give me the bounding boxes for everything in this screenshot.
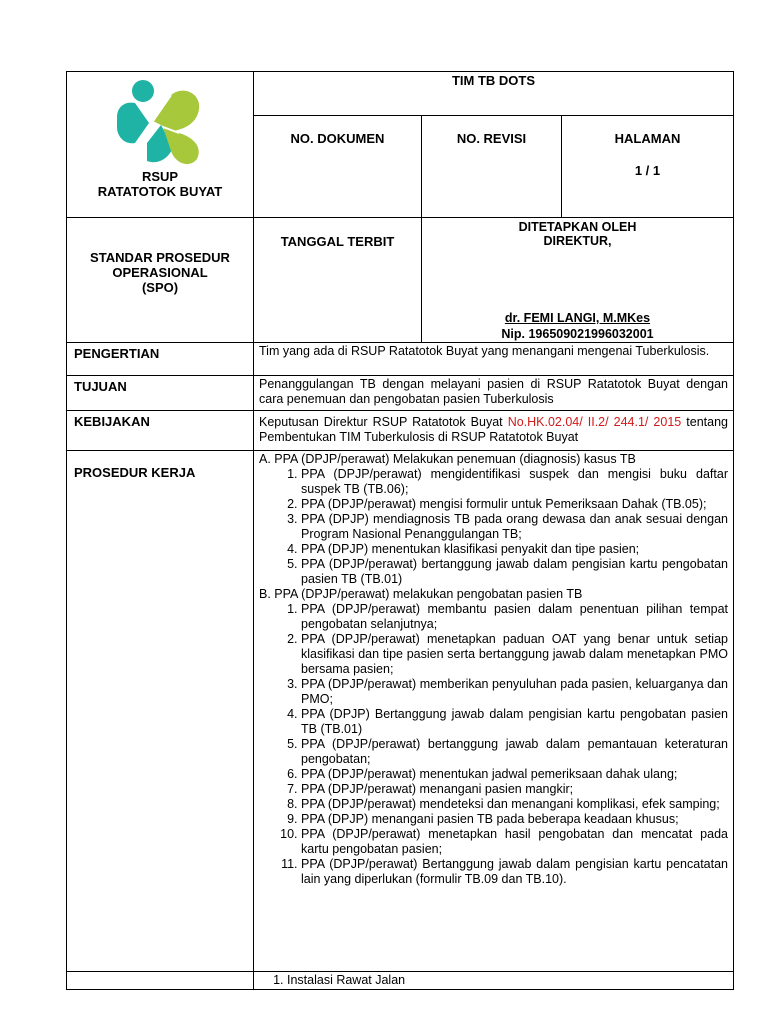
doc-number-header [254, 116, 422, 218]
tujuan-label [67, 376, 254, 411]
spo-title-line1: STANDAR PROSEDUR [90, 250, 230, 265]
list-item: 6. PPA (DPJP/perawat) menentukan jadwal pemeriksaan dahak ulang; [301, 767, 728, 782]
issued-date-label: TANGGAL TERBIT [280, 234, 395, 249]
approval-cell [422, 218, 734, 343]
list-item: 8. PPA (DPJP/perawat) mendeteksi dan menangani komplikasi, efek samping; [301, 797, 728, 812]
document-title-text: TIM TB DOTS [451, 73, 536, 88]
spo-title [67, 218, 254, 343]
director-nip: Nip. 196509021996032001 [501, 327, 654, 341]
list-item: 1. PPA (DPJP/perawat) mengidentifikasi suspek dan mengisi buku daftar suspek TB (TB.06); [301, 467, 728, 497]
doc-number-label: NO. DOKUMEN [290, 131, 385, 146]
pengertian-label [67, 343, 254, 376]
list-item: 4. PPA (DPJP) Bertanggung jawab dalam pengisian kartu pengobatan pasien TB (TB.01) [301, 707, 728, 737]
list-item: 4. PPA (DPJP) menentukan klasifikasi penyakit dan tipe pasien; [301, 542, 728, 557]
unit-content [254, 972, 734, 990]
spo-table [66, 71, 734, 990]
list-item: 2. PPA (DPJP/perawat) mengisi formulir untuk Pemeriksaan Dahak (TB.05); [301, 497, 728, 512]
spo-title-line2: OPERASIONAL [112, 265, 208, 280]
prosedur-label-text: PROSEDUR KERJA [74, 465, 196, 480]
director-title: DIREKTUR, [543, 234, 612, 248]
unit-list [259, 973, 728, 988]
hospital-name [67, 169, 253, 199]
hospital-name-line1: RSUP [141, 169, 179, 184]
kebijakan-reference: No.HK.02.04/ II.2/ 244.1/ 2015 [507, 415, 682, 429]
kebijakan-text-pre: Keputusan Direktur RSUP Ratatotok Buyat [259, 415, 508, 429]
issued-date-cell [254, 218, 422, 343]
director-name: dr. FEMI LANGI, M.MKes [504, 311, 651, 325]
page-label: HALAMAN [614, 131, 681, 146]
kebijakan-label-text: KEBIJAKAN [74, 414, 150, 429]
page-value: 1 / 1 [634, 163, 661, 178]
list-item: 7. PPA (DPJP/perawat) menangani pasien mangkir; [301, 782, 728, 797]
unit-label-cell [67, 972, 254, 990]
pengertian-label-text: PENGERTIAN [74, 346, 160, 361]
revision-header [422, 116, 562, 218]
spo-document [66, 71, 733, 990]
list-item: 3. PPA (DPJP) mendiagnosis TB pada orang dewasa dan anak sesuai dengan Program Nasional Penanggulangan TB; [301, 512, 728, 542]
part-b-list [259, 602, 728, 887]
list-item: 1. PPA (DPJP/perawat) membantu pasien dalam penentuan pilihan tempat pengobatan selanjutnya; [301, 602, 728, 632]
part-a-list [259, 467, 728, 587]
kemenkes-logo-icon [113, 77, 207, 169]
document-title [254, 72, 734, 116]
tujuan-label-text: TUJUAN [74, 379, 127, 394]
list-item: 1. Instalasi Rawat Jalan [287, 973, 728, 988]
hospital-logo-cell [67, 72, 254, 218]
pengertian-text-content: Tim yang ada di RSUP Ratatotok Buyat yang menangani mengenai Tuberkulosis. [259, 344, 710, 358]
page-header [562, 116, 734, 218]
kebijakan-text [254, 411, 734, 451]
part-b-title: B. PPA (DPJP/perawat) melakukan pengobatan pasien TB [259, 587, 583, 601]
list-item: 11. PPA (DPJP/perawat) Bertanggung jawab dalam pengisian kartu pencatatan lain yang diperlukan (formulir TB.09 dan TB.10). [301, 857, 728, 887]
approved-by-label: DITETAPKAN OLEH [518, 220, 637, 234]
spo-title-line3: (SPO) [141, 280, 179, 295]
list-item: 9. PPA (DPJP) menangani pasien TB pada beberapa keadaan khusus; [301, 812, 728, 827]
hospital-name-line2: RATATOTOK BUYAT [97, 184, 223, 199]
list-item: 2. PPA (DPJP/perawat) menetapkan paduan OAT yang benar untuk setiap klasifikasi dan tipe pasien serta bertanggung jawab dalam menetapkan PMO bersama pasien; [301, 632, 728, 677]
pengertian-text [254, 343, 734, 376]
list-item: 10. PPA (DPJP/perawat) menetapkan hasil pengobatan dan mencatat pada kartu pengobatan pasien; [301, 827, 728, 857]
list-item: 3. PPA (DPJP/perawat) memberikan penyuluhan pada pasien, keluarganya dan PMO; [301, 677, 728, 707]
tujuan-text [254, 376, 734, 411]
list-item: 5. PPA (DPJP/perawat) bertanggung jawab dalam pemantauan keteraturan pengobatan; [301, 737, 728, 767]
list-item: 5. PPA (DPJP/perawat) bertanggung jawab dalam pengisian kartu pengobatan pasien TB (TB.01) [301, 557, 728, 587]
prosedur-content [254, 451, 734, 972]
kebijakan-label [67, 411, 254, 451]
revision-label: NO. REVISI [456, 131, 527, 146]
part-a-title: A. PPA (DPJP/perawat) Melakukan penemuan (diagnosis) kasus TB [259, 452, 636, 466]
prosedur-label [67, 451, 254, 972]
tujuan-text-content: Penanggulangan TB dengan melayani pasien di RSUP Ratatotok Buyat dengan cara penemuan dan pengobatan pasien Tuberkulosis [259, 377, 728, 406]
kebijakan-text-post: tentang Pembentukan TIM Tuberkulosis di RSUP Ratatotok Buyat [259, 415, 728, 444]
